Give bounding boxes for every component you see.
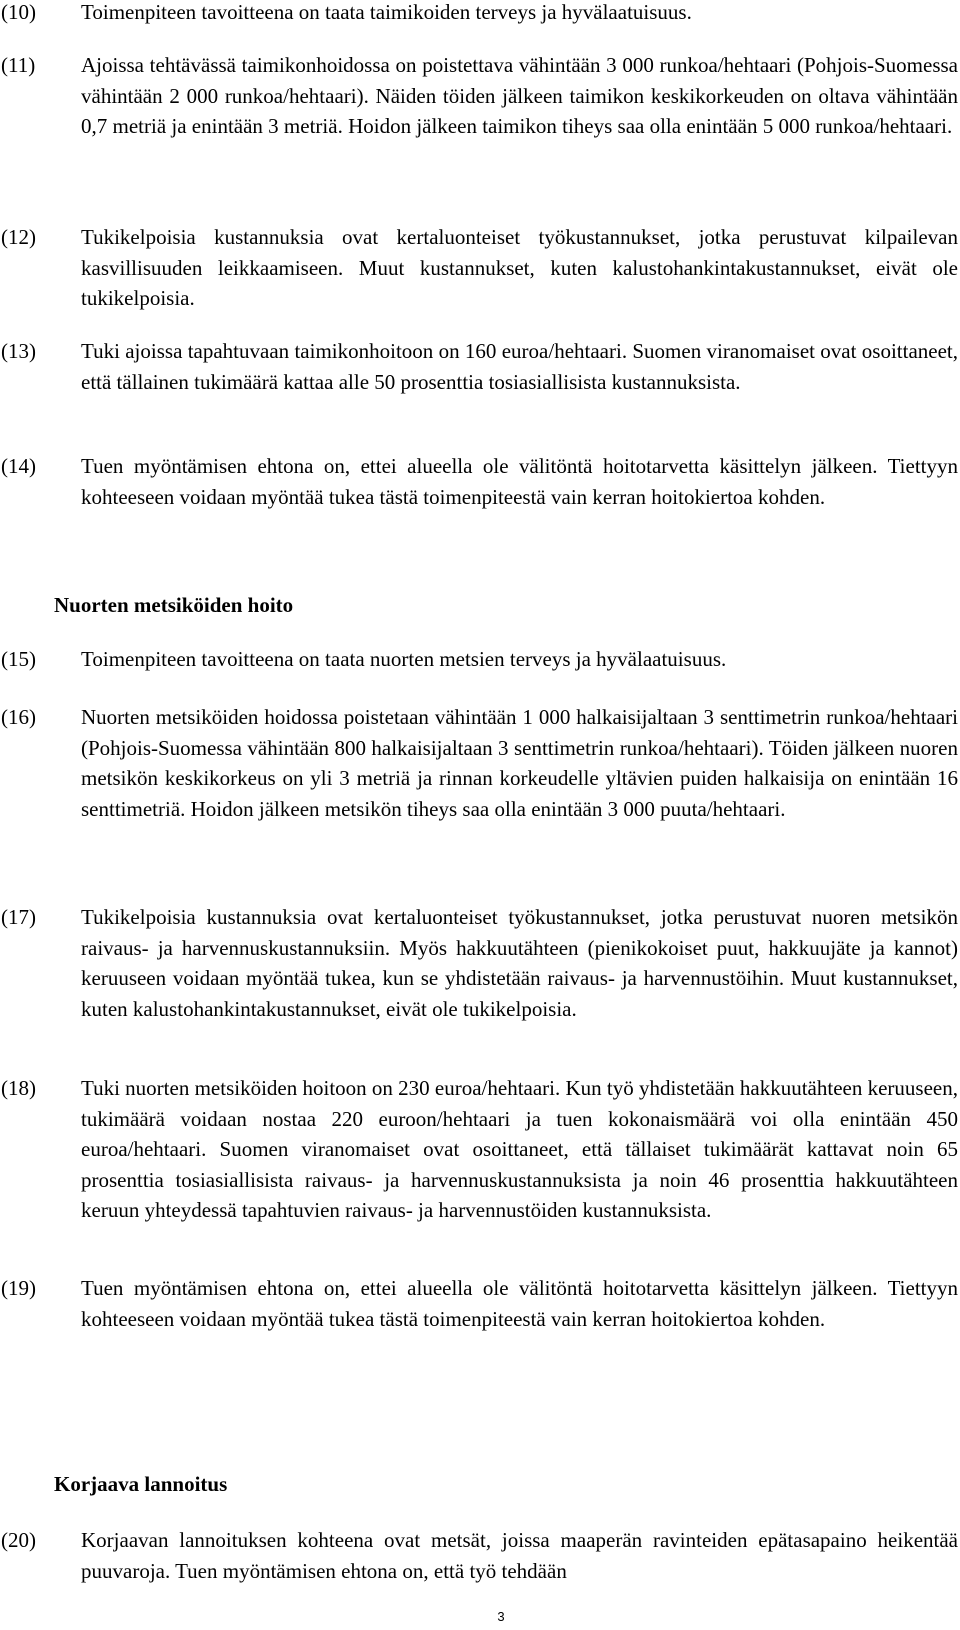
paragraph-text: Ajoissa tehtävässä taimikonhoidossa on poistettava vähintään 3 000 runkoa/hehtaari (Pohjois-Suomessa vähintään 2 000 runkoa/hehtaari). Näiden töiden jälkeen taimikon keskikorkeuden on oltava vähintään 0,7 metriä ja enintään 3 metriä. Hoidon jälkeen taimikon tiheys saa olla enintään 5 000 runkoa/hehtaari. [81,53,958,138]
paragraph-text: Nuorten metsiköiden hoidossa poistetaan vähintään 1 000 halkaisijaltaan 3 senttimetrin runkoa/hehtaari (Pohjois-Suomessa vähintään 800 halkaisijaltaan 3 senttimetrin runkoa/hehtaari). Töiden jälkeen nuoren metsikön keskikorkeus on yli 3 metriä ja rinnan korkeudelle yltävien puiden halkaisija on enintään 16 senttimetriä. Hoidon jälkeen metsikön tiheys saa olla enintään 3 000 puuta/hehtaari. [81,705,958,821]
paragraph-14 [0,451,958,512]
paragraph-text: Tuki ajoissa tapahtuvaan taimikonhoitoon on 160 euroa/hehtaari. Suomen viranomaiset ovat osoittaneet, että tällainen tukimäärä kattaa alle 50 prosenttia tosiasiallisista kustannuksista. [81,339,958,394]
paragraph-13 [0,336,958,397]
paragraph-number: (19) [1,1276,36,1300]
paragraph-19 [0,1273,958,1334]
paragraph-number: (15) [1,647,36,671]
paragraph-number: (13) [1,339,36,363]
paragraph-text: Tukikelpoisia kustannuksia ovat kertaluonteiset työkustannukset, jotka perustuvat nuoren metsikön raivaus- ja harvennuskustannuksiin. Myös hakkuutähteen (pienikokoiset puut, hakkuujäte ja kannot) keruuseen voidaan myöntää tukea, kun se yhdistetään raivaus- ja harvennustöihin. Muut kustannukset, kuten kalustohankintakustannukset, eivät ole tukikelpoisia. [81,905,958,1021]
paragraph-number: (11) [1,53,36,77]
page-number: 3 [497,1609,505,1624]
paragraph-18 [0,1073,958,1226]
section-heading: Korjaava lannoitus [54,1472,228,1496]
paragraph-10 [0,0,958,28]
paragraph-text: Tuki nuorten metsiköiden hoitoon on 230 euroa/hehtaari. Kun työ yhdistetään hakkuutähteen keruuseen, tukimäärä voidaan nostaa 220 euroon/hehtaari ja tuen kokonaismäärä voi olla enintään 450 euroa/hehtaari. Suomen viranomaiset ovat osoittaneet, että tällaiset tukimäärät kattavat noin 65 prosenttia tosiasiallisista raivaus- ja harvennuskustannuksista ja noin 46 prosenttia hakkuutähteen keruun yhteydessä tapahtuvien raivaus- ja harvennustöiden kustannuksista. [81,1076,958,1222]
section-heading: Nuorten metsiköiden hoito [54,593,294,617]
paragraph-text: Tuen myöntämisen ehtona on, ettei alueella ole välitöntä hoitotarvetta käsittelyn jälkeen. Tiettyyn kohteeseen voidaan myöntää tukea tästä toimenpiteestä vain kerran hoitokiertoa kohden. [81,1276,958,1331]
paragraph-17 [0,902,958,1024]
paragraph-text: Toimenpiteen tavoitteena on taata taimikoiden terveys ja hyvälaatuisuus. [81,0,692,24]
paragraph-number: (17) [1,905,36,929]
paragraph-number: (10) [1,0,36,24]
paragraph-15 [0,644,958,675]
paragraph-16 [0,702,958,824]
paragraph-number: (14) [1,454,36,478]
paragraph-12 [0,222,958,314]
paragraph-11 [0,50,958,142]
paragraph-text: Toimenpiteen tavoitteena on taata nuorten metsien terveys ja hyvälaatuisuus. [81,647,727,671]
paragraph-number: (16) [1,705,36,729]
paragraph-text: Tuen myöntämisen ehtona on, ettei alueella ole välitöntä hoitotarvetta käsittelyn jälkeen. Tiettyyn kohteeseen voidaan myöntää tukea tästä toimenpiteestä vain kerran hoitokiertoa kohden. [81,454,958,509]
paragraph-text: Tukikelpoisia kustannuksia ovat kertaluonteiset työkustannukset, jotka perustuvat kilpailevan kasvillisuuden leikkaamiseen. Muut kustannukset, kuten kalustohankintakustannukset, eivät ole tukikelpoisia. [81,225,958,310]
paragraph-number: (18) [1,1076,36,1100]
paragraph-number: (20) [1,1528,36,1552]
paragraph-text: Korjaavan lannoituksen kohteena ovat metsät, joissa maaperän ravinteiden epätasapaino heikentää puuvaroja. Tuen myöntämisen ehtona on, että työ tehdään [81,1528,958,1583]
paragraph-20 [0,1525,958,1586]
paragraph-number: (12) [1,225,36,249]
